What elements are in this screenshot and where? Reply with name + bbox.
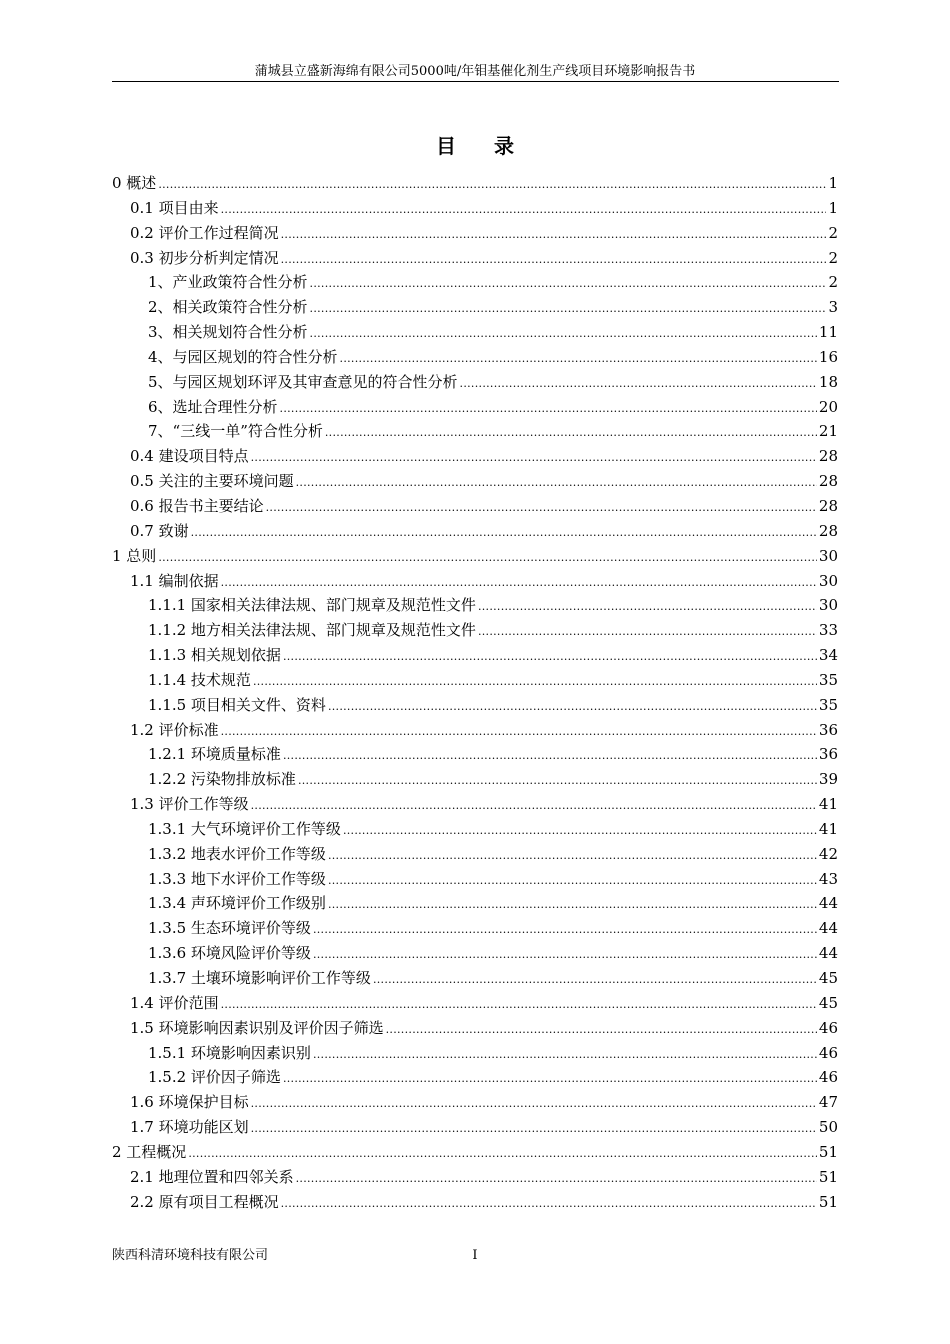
toc-dot-leader	[313, 918, 817, 943]
header-rule	[112, 81, 839, 82]
toc-entry[interactable]	[112, 842, 838, 867]
toc-entry-title: 0.2 评价工作过程简况	[130, 223, 279, 242]
table-of-contents	[112, 171, 838, 1214]
toc-entry[interactable]	[112, 1041, 838, 1066]
toc-dot-leader	[296, 471, 817, 496]
toc-entry-title: 1.6 环境保护目标	[130, 1093, 249, 1112]
toc-entry-page: 45	[818, 993, 838, 1012]
toc-dot-leader	[478, 620, 817, 645]
toc-entry[interactable]	[112, 370, 838, 395]
toc-entry-page: 41	[818, 795, 838, 814]
toc-entry[interactable]	[112, 1115, 838, 1140]
toc-entry-page: 43	[818, 869, 838, 888]
toc-entry[interactable]	[112, 1165, 838, 1190]
toc-dot-leader	[158, 173, 826, 198]
toc-dot-leader	[478, 595, 817, 620]
toc-entry-page: 20	[818, 397, 838, 416]
toc-entry-title: 3、相关规划符合性分析	[148, 323, 308, 342]
toc-dot-leader	[340, 347, 817, 372]
toc-dot-leader	[281, 248, 826, 273]
toc-entry-title: 1.2.2 污染物排放标准	[148, 770, 296, 789]
toc-entry[interactable]	[112, 1090, 838, 1115]
toc-entry[interactable]	[112, 320, 838, 345]
toc-entry-title: 0.4 建设项目特点	[130, 447, 249, 466]
toc-dot-leader	[158, 546, 817, 571]
toc-entry-page: 39	[818, 770, 838, 789]
toc-entry-title: 0.3 初步分析判定情况	[130, 248, 279, 267]
toc-entry-title: 1 总则	[112, 546, 157, 565]
toc-entry[interactable]	[112, 221, 838, 246]
toc-entry[interactable]	[112, 171, 838, 196]
toc-entry-page: 45	[818, 969, 838, 987]
toc-entry-title: 1.1.3 相关规划依据	[148, 646, 281, 665]
toc-entry-title: 1.3.5 生态环境评价等级	[148, 919, 311, 938]
toc-entry[interactable]	[112, 618, 838, 643]
toc-entry[interactable]	[112, 196, 838, 221]
toc-entry-page: 21	[818, 422, 838, 441]
toc-entry-title: 1.5 环境影响因素识别及评价因子筛选	[130, 1018, 384, 1037]
toc-entry-title: 1.1.5 项目相关文件、资料	[148, 695, 326, 714]
toc-entry[interactable]	[112, 270, 838, 295]
toc-entry-title: 1.3.4 声环境评价工作级别	[148, 894, 326, 913]
toc-dot-leader	[251, 1117, 817, 1142]
toc-entry-page: 28	[818, 496, 838, 515]
toc-dot-leader	[296, 1167, 817, 1192]
toc-entry[interactable]	[112, 295, 838, 320]
toc-entry-title: 7、“三线一单”符合性分析	[148, 422, 323, 441]
toc-entry-page: 35	[818, 670, 838, 689]
toc-entry[interactable]	[112, 519, 838, 544]
toc-entry[interactable]	[112, 469, 838, 494]
toc-entry-title: 1.3.7 土壤环境影响评价工作等级	[148, 969, 371, 987]
toc-entry-title: 1.3.2 地表水评价工作等级	[148, 844, 326, 863]
toc-entry[interactable]	[112, 1140, 838, 1165]
toc-entry-page: 2	[828, 223, 838, 242]
toc-entry[interactable]	[112, 891, 838, 916]
toc-entry-title: 1.3.3 地下水评价工作等级	[148, 869, 326, 888]
toc-entry-title: 1.3.6 环境风险评价等级	[148, 944, 311, 963]
toc-dot-leader	[343, 819, 817, 844]
toc-dot-leader	[251, 446, 817, 471]
toc-entry-title: 1.1.1 国家相关法律法规、部门规章及规范性文件	[148, 596, 476, 615]
toc-entry-page: 33	[818, 621, 838, 640]
toc-dot-leader	[460, 372, 817, 397]
toc-entry[interactable]	[112, 1016, 838, 1041]
toc-entry-page: 51	[818, 1142, 838, 1161]
toc-entry-page: 47	[818, 1093, 838, 1112]
toc-dot-leader	[281, 1192, 817, 1217]
toc-entry-page: 35	[818, 695, 838, 714]
toc-dot-leader	[188, 1142, 817, 1167]
toc-entry[interactable]	[112, 668, 838, 693]
footer-company: 陕西科清环境科技有限公司	[112, 1248, 269, 1263]
toc-entry[interactable]	[112, 742, 838, 767]
toc-entry-page: 50	[818, 1118, 838, 1137]
toc-entry[interactable]	[112, 593, 838, 618]
toc-entry-title: 2、相关政策符合性分析	[148, 298, 308, 317]
toc-dot-leader	[325, 421, 817, 446]
toc-entry-page: 44	[818, 944, 838, 963]
toc-entry-page: 46	[818, 1068, 838, 1087]
toc-dot-leader	[310, 272, 826, 297]
toc-dot-leader	[253, 670, 817, 695]
toc-dot-leader	[283, 645, 817, 670]
toc-entry-title: 1.1 编制依据	[130, 571, 219, 590]
toc-entry[interactable]	[112, 419, 838, 444]
toc-entry-page: 46	[818, 1043, 838, 1062]
toc-entry-page: 1	[828, 198, 838, 217]
toc-entry-page: 18	[818, 372, 838, 391]
toc-entry[interactable]	[112, 395, 838, 420]
toc-entry-page: 44	[818, 919, 838, 938]
toc-entry-title: 0.7 致谢	[130, 521, 189, 540]
toc-entry-page: 2	[828, 273, 838, 292]
toc-entry-title: 1.1.4 技术规范	[148, 670, 251, 689]
toc-entry-title: 0.5 关注的主要环境问题	[130, 472, 294, 491]
toc-dot-leader	[310, 297, 826, 322]
toc-entry-page: 30	[818, 571, 838, 590]
toc-dot-leader	[221, 198, 826, 223]
toc-entry[interactable]	[112, 345, 838, 370]
toc-entry[interactable]	[112, 1065, 838, 1090]
toc-dot-leader	[386, 1018, 817, 1043]
toc-entry[interactable]	[112, 916, 838, 941]
toc-dot-leader	[251, 794, 817, 819]
toc-entry-title: 1.4 评价范围	[130, 993, 219, 1012]
toc-dot-leader	[310, 322, 817, 347]
toc-entry[interactable]	[112, 792, 838, 817]
toc-entry[interactable]	[112, 544, 838, 569]
toc-entry-page: 34	[818, 646, 838, 665]
toc-entry-title: 2 工程概况	[112, 1142, 187, 1161]
toc-entry[interactable]	[112, 867, 838, 892]
toc-entry-page: 30	[818, 546, 838, 565]
toc-entry-page: 46	[818, 1018, 838, 1037]
toc-dot-leader	[283, 744, 817, 769]
toc-entry[interactable]	[112, 966, 838, 991]
toc-entry[interactable]	[112, 991, 838, 1016]
toc-title-part2: 录	[494, 134, 514, 158]
toc-entry[interactable]	[112, 693, 838, 718]
toc-entry-page: 28	[818, 472, 838, 491]
toc-entry-page: 51	[818, 1192, 838, 1211]
toc-entry-page: 11	[818, 323, 838, 342]
toc-dot-leader	[221, 993, 817, 1018]
toc-entry-title: 1.2 评价标准	[130, 720, 219, 739]
toc-entry-title: 1、产业政策符合性分析	[148, 273, 308, 292]
page-header-title: 蒲城县立盛新海绵有限公司5000吨/年钼基催化剂生产线项目环境影响报告书	[254, 64, 696, 79]
toc-entry[interactable]	[112, 767, 838, 792]
toc-entry[interactable]	[112, 1190, 838, 1215]
toc-entry[interactable]	[112, 941, 838, 966]
toc-entry[interactable]	[112, 494, 838, 519]
toc-dot-leader	[283, 1067, 817, 1092]
toc-entry-page: 28	[818, 521, 838, 540]
toc-entry[interactable]	[112, 817, 838, 842]
toc-dot-leader	[221, 720, 817, 745]
toc-entry-page: 30	[818, 596, 838, 615]
toc-entry-page: 42	[818, 844, 838, 863]
toc-dot-leader	[221, 571, 817, 596]
toc-entry[interactable]	[112, 718, 838, 743]
toc-entry-page: 51	[818, 1167, 838, 1186]
toc-dot-leader	[280, 397, 817, 422]
toc-dot-leader	[298, 769, 817, 794]
toc-entry[interactable]	[112, 444, 838, 469]
toc-entry-title: 1.1.2 地方相关法律法规、部门规章及规范性文件	[148, 621, 476, 640]
toc-entry-page: 41	[818, 819, 838, 838]
toc-entry[interactable]	[112, 569, 838, 594]
toc-entry-page: 28	[818, 447, 838, 466]
toc-entry-title: 1.7 环境功能区划	[130, 1118, 249, 1137]
toc-title-part1: 目	[436, 134, 456, 158]
toc-dot-leader	[281, 223, 826, 248]
toc-entry-page: 2	[828, 248, 838, 267]
toc-entry-page: 36	[818, 720, 838, 739]
toc-entry-title: 0.1 项目由来	[130, 198, 219, 217]
toc-entry-title: 2.2 原有项目工程概况	[130, 1192, 279, 1211]
toc-dot-leader	[266, 496, 817, 521]
toc-entry-title: 0 概述	[112, 174, 157, 192]
toc-entry-title: 5、与园区规划环评及其审查意见的符合性分析	[148, 372, 458, 391]
toc-entry-title: 2.1 地理位置和四邻关系	[130, 1167, 294, 1186]
toc-entry-page: 3	[828, 298, 838, 317]
toc-entry-page: 36	[818, 745, 838, 764]
toc-dot-leader	[373, 968, 817, 993]
toc-entry-page: 16	[818, 347, 838, 366]
toc-entry-title: 1.5.1 环境影响因素识别	[148, 1043, 311, 1062]
toc-entry-title: 6、选址合理性分析	[148, 397, 278, 416]
toc-dot-leader	[328, 844, 817, 869]
toc-dot-leader	[251, 1092, 817, 1117]
toc-dot-leader	[328, 869, 817, 894]
toc-dot-leader	[313, 1043, 817, 1068]
toc-entry[interactable]	[112, 643, 838, 668]
toc-entry[interactable]	[112, 246, 838, 271]
toc-entry-title: 1.2.1 环境质量标准	[148, 745, 281, 764]
toc-entry-title: 1.3.1 大气环境评价工作等级	[148, 819, 341, 838]
toc-entry-title: 4、与园区规划的符合性分析	[148, 347, 338, 366]
toc-dot-leader	[328, 695, 817, 720]
toc-entry-title: 1.5.2 评价因子筛选	[148, 1068, 281, 1087]
toc-entry-page: 1	[828, 174, 838, 192]
footer-page-number: I	[472, 1248, 478, 1263]
toc-entry-title: 0.6 报告书主要结论	[130, 496, 264, 515]
toc-entry-page: 44	[818, 894, 838, 913]
toc-title	[0, 133, 950, 159]
toc-entry-title: 1.3 评价工作等级	[130, 795, 249, 814]
toc-dot-leader	[313, 943, 817, 968]
toc-dot-leader	[328, 893, 817, 918]
toc-dot-leader	[191, 521, 817, 546]
